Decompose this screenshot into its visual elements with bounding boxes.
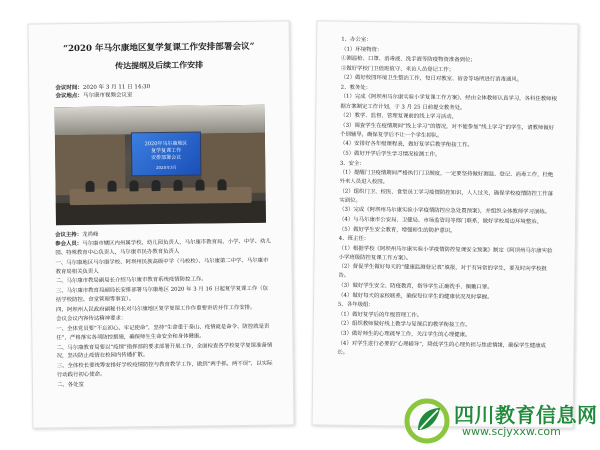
paragraph: （5）做好开学后学生学习情况检测工作。 bbox=[339, 150, 441, 158]
paragraph: 会议主持：龙尚峰 bbox=[55, 231, 99, 238]
site-watermark bbox=[404, 396, 598, 446]
paragraph: （1）完成《阿坝州马尔康实验小学复课工作方案》，经由全体教师认真学习，各科任教师根据方案制定工作计划，于 3 月 25 日前提交教务处。 bbox=[340, 94, 557, 111]
paragraph: （3）完成《阿坝州马尔康实验小学疫情防控应急处置预案》，并组织全体教师学习演练。 bbox=[339, 207, 551, 216]
paragraph: 会议会议内容传达精神要求： bbox=[56, 315, 127, 323]
attendee bbox=[85, 180, 94, 191]
document-subtitle: 传达提纲及后续工作安排 bbox=[114, 59, 204, 71]
photo-wall-right bbox=[201, 132, 266, 193]
photo-ceiling bbox=[55, 104, 265, 135]
paragraph: （4）安排好各年级课程表，做好复学后教学衔接工作。 bbox=[339, 141, 473, 149]
paragraph: （2）组织门卫、校医、食堂员工学习疫情防控知识，人人过关，确保学校疫情防控工作落实到位。 bbox=[339, 188, 554, 204]
paragraph: 三、马尔康市教育局副局长安排部署马尔康地区 2020 年 3 月 16 日起复学复课工作（包括学校防控、食堂管理等事宜）。 bbox=[55, 285, 269, 304]
paragraph: 二、各处室 bbox=[56, 381, 84, 388]
paragraph: （1）环境物资： bbox=[341, 46, 383, 53]
paragraph: （2）督促学生做好每天的“健康监测登记表”填报，对于有异常的学生，要及时向学校报告。 bbox=[338, 264, 547, 280]
paragraph: ①测温枪、口罩、消毒液、洗手液等防疫物资准备到位； bbox=[340, 55, 476, 64]
site-url: www.scjyxxw.com bbox=[462, 425, 561, 438]
attendee bbox=[107, 180, 116, 191]
site-name: 四川教育信息网 bbox=[454, 403, 598, 427]
document-title: “2020 年马尔康地区复学复课工作安排部署会议” bbox=[63, 41, 255, 55]
left-body-text bbox=[55, 228, 273, 389]
paragraph: 二、马尔康市教局副局长介绍马尔康市教育系统疫情防控工作。 bbox=[55, 276, 207, 285]
paragraph: （1）根据学校《阿坝州马尔康实验小学疫情防控复课安全预案》制定《阿坝州马尔康实验小学班级防控复课工作方案》。 bbox=[338, 245, 553, 262]
attendee bbox=[217, 179, 226, 190]
paragraph: 四、阿坝州人民政府副秘书长对马尔康地区复学复课工作作重要讲话并作工作安排。 bbox=[55, 304, 256, 313]
paragraph: （1）提醒门卫疫情期间严格执行门卫制度，一定要坚持做好测温、登记、消毒工作，杜绝外来人员进入校园。 bbox=[339, 169, 554, 186]
paragraph: （2）组织教师做好线上教学与复课后的教学衔接工作。 bbox=[337, 321, 471, 329]
meeting-meta bbox=[55, 81, 289, 101]
projection-screen: 2020年马尔康地区 复学复课工作 安排部署会议 2020年3月 bbox=[131, 131, 202, 176]
paragraph: 一、马尔康地区马尔康学校、阿坝州民族高级中学（马校校）、马尔康第二中学、马尔康市教育局相关负责人 bbox=[55, 257, 269, 275]
attendee bbox=[151, 180, 160, 191]
paragraph: （5）做好学生安全教育，增强师生的防护意识。 bbox=[338, 226, 456, 234]
paragraph: 1、办公室： bbox=[341, 36, 372, 44]
paragraph: ②做好学校门卫值班值守、来访人员登记工作； bbox=[340, 65, 455, 73]
paragraph: （3）做好师生的心理疏导工作，关注学生的心理健康。 bbox=[337, 330, 471, 339]
meeting-location: 会议地点：马尔康市视频会议室 bbox=[55, 92, 133, 100]
paragraph: 三、全体校长要统筹安排好学校疫情防控与教育教学工作，做到“两手抓、两不误”，以实际行动践行初心使命。 bbox=[56, 360, 273, 379]
paragraph: （3）做好学生安全、防疫教育，指导学生正确洗手、佩戴口罩。 bbox=[338, 282, 493, 291]
paragraph: （1）做好复学后的年级管理工作。 bbox=[337, 311, 423, 319]
paragraph: （4）与马尔康市公安局、卫健局、市场监管局等部门联系，做好学校周边环境整治。 bbox=[339, 216, 542, 226]
paragraph: 2、教务处： bbox=[340, 84, 372, 91]
attendee bbox=[195, 179, 204, 190]
paragraph: （4）对学生进行必要的“心理辅导”，降低学生的心理负担与焦虑情绪，确保学生健康成长。 bbox=[337, 340, 546, 356]
paragraph: 3、安全： bbox=[339, 160, 365, 167]
document-page-right bbox=[312, 20, 579, 428]
paragraph: （2）教学、监督、管理复课前的线上学习活动。 bbox=[340, 112, 457, 121]
right-body-text bbox=[337, 36, 559, 360]
paragraph: 参会人员：马尔康市辖区内州属学校、幼儿园负责人，马尔康市教育局、小学、中学、幼儿园、特殊教育中心负责人，马尔康市民办教育负责人 bbox=[55, 239, 271, 257]
paragraph: （2）做好校园环境卫生整治工作，每日对教室、宿舍等场所进行消毒通风。 bbox=[340, 75, 523, 84]
paragraph: 一、全体党员要“不忘初心、牢记使命”，坚持“生命重于泰山、疫情就是命令、防控就是责任”，严格落实各项防控措施，确保师生生命安全和身体健康。 bbox=[56, 323, 270, 342]
paragraph: （4）做好每天的家校联系，确保每位学生的健康状况及时掌握。 bbox=[338, 292, 493, 301]
meeting-photo bbox=[55, 104, 266, 225]
document-page-left bbox=[28, 20, 295, 428]
leaf-logo-icon bbox=[404, 398, 450, 444]
paragraph: 5、各年级组： bbox=[337, 301, 374, 309]
meeting-time: 会议时间：2020 年 3 月 11 日 14:30 bbox=[55, 83, 151, 91]
paragraph: 二、马尔康教育局要以“疫情”指挥部的要求部署开展工作，全面检查各学校复学复课准备情况，坚决防止疫情在校园内传播扩散。 bbox=[56, 342, 273, 360]
paragraph: （3）调查学生在疫情期间“线上学习”的情况，对不能参加“线上学习”的学生，请教师做好个别辅导，确保复学后不让一个学生掉队。 bbox=[340, 122, 555, 139]
attendee bbox=[173, 179, 182, 190]
paragraph: 4、班主任： bbox=[338, 235, 370, 243]
attendee bbox=[129, 180, 138, 191]
